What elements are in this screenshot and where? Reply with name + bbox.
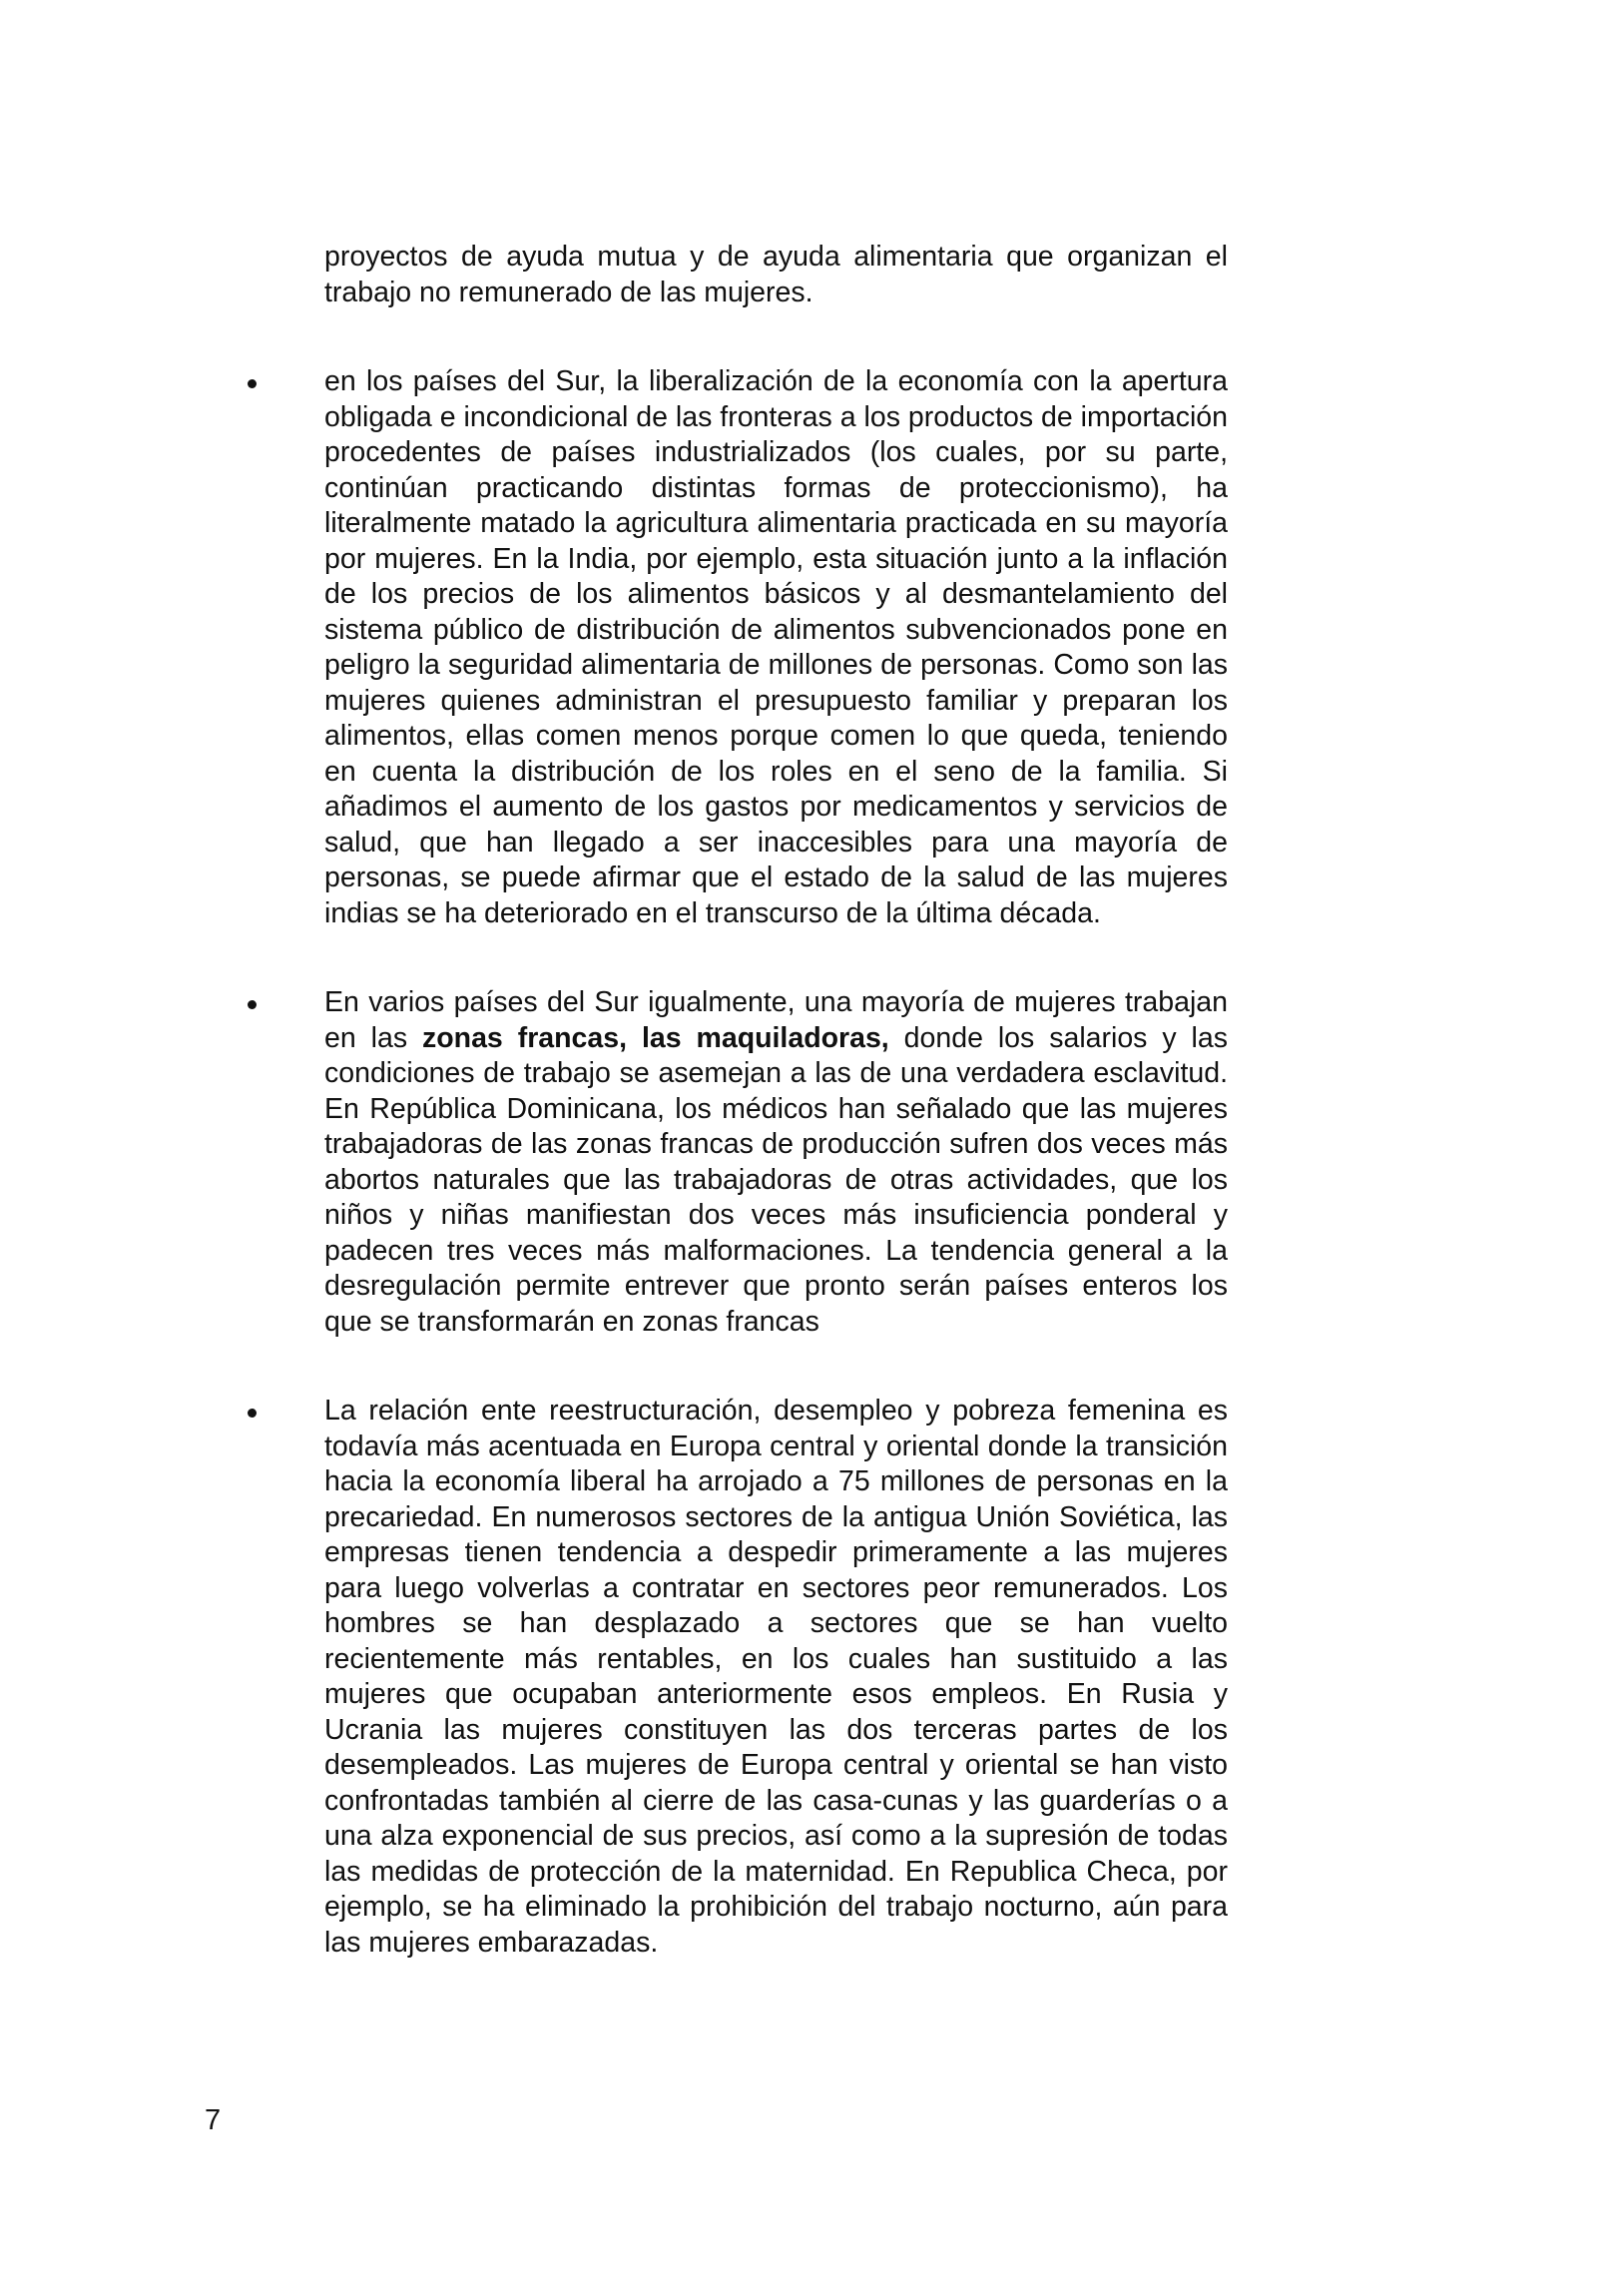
intro-paragraph: proyectos de ayuda mutua y de ayuda alimentaria que organizan el trabajo no remunerado de las mujeres. [324,241,1228,308]
bold-term: zonas francas [422,1021,620,1054]
page-number: 7 [205,2104,222,2136]
list-item [324,364,1228,931]
bullet-icon [248,1000,257,1009]
paragraph-text: En varios países del Sur igualmente, una mayoría de mujeres trabajan en las [324,986,1228,1054]
bullet-icon [248,1409,257,1418]
list-item [324,985,1228,1340]
bullet-paragraph: en los países del Sur, la liberalización de la economía con la apertura obligada e incondicional de las fronteras a los productos de importación procedentes de países industrializados (los cuales, por su parte, continúan practicando distintas formas de proteccionismo), ha literalmente matado la agricultura alimentaria practicada en su mayoría por mujeres. En la India, por ejemplo, esta situación junto a la inflación de los precios de los alimentos básicos y al desmantelamiento del sistema público de distribución de alimentos subvencionados pone en peligro la seguridad alimentaria de millones de personas. Como son las mujeres quienes administran el presupuesto familiar y preparan los alimentos, ellas comen menos porque comen lo que queda, teniendo en cuenta la distribución de los roles en el seno de la familia. Si añadimos el aumento de los gastos por medicamentos y servicios de salud, que han llegado a ser inaccesibles para una mayoría de personas, se puede afirmar que el estado de la salud de las mujeres indias se ha deteriorado en el transcurso de la última década. [324,365,1228,929]
paragraph-text: donde los salarios y las condiciones de trabajo se asemejan a las de una verdadera esclavitud. En República Dominicana, los médicos han señalado que las mujeres trabajadoras de las zonas francas de producción sufren dos veces más abortos naturales que las trabajadoras de otras actividades, que los niños y niñas manifiestan dos veces más insuficiencia ponderal y padecen tres veces más malformaciones. La tendencia general a la desregulación permite entrever que pronto serán países enteros los que se transformarán en zonas francas [324,1021,1228,1338]
list-item [324,1394,1228,1961]
bullet-icon [248,379,257,388]
bullet-paragraph [324,985,1228,1340]
document-body [324,240,1228,1961]
bold-term: las maquiladoras, [641,1021,889,1054]
bullet-paragraph: La relación ente reestructuración, desempleo y pobreza femenina es todavía más acentuada en Europa central y oriental donde la transición hacia la economía liberal ha arrojado a 75 millones de personas en la precariedad. En numerosos sectores de la antigua Unión Soviética, las empresas tienen tendencia a despedir primeramente a las mujeres para luego volverlas a contratar en sectores peor remunerados. Los hombres se han desplazado a sectores que se han vuelto recientemente más rentables, en los cuales han sustituido a las mujeres que ocupaban anteriormente esos empleos. En Rusia y Ucrania las mujeres constituyen las dos terceras partes de los desempleados. Las mujeres de Europa central y oriental se han visto confrontadas también al cierre de las casa-cunas y las guarderías o a una alza exponencial de sus precios, así como a la supresión de todas las medidas de protección de la maternidad. En Republica Checa, por ejemplo, se ha eliminado la prohibición del trabajo nocturno, aún para las mujeres embarazadas. [324,1395,1228,1959]
separator-text: , [619,1021,642,1054]
